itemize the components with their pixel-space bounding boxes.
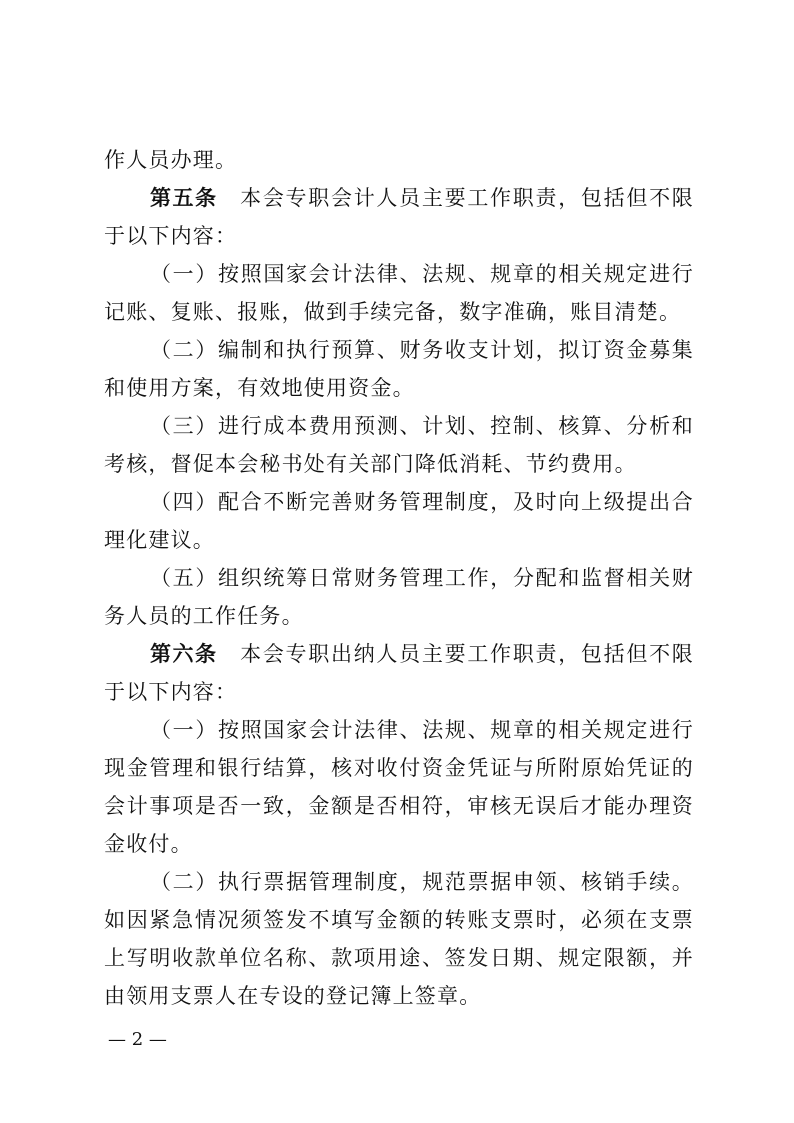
article-5-paragraph (104, 179, 694, 255)
article-5-item-4: （四）配合不断完善财务管理制度，及时向上级提出合理化建议。 (104, 490, 694, 552)
article-5-item-5: （五）组织统筹日常财务管理工作，分配和监督相关财务人员的工作任务。 (104, 566, 694, 628)
page-number: — 2 — (108, 1029, 167, 1050)
article-6-item-1: （一）按照国家会计法律、法规、规章的相关规定进行现金管理和银行结算，核对收付资金凭证与所附原始凭证的会计事项是否一致，金额是否相符，审核无误后才能办理资金收付。 (104, 718, 694, 856)
article-5-number: 第五条 (150, 186, 218, 210)
article-6-paragraph (104, 635, 694, 711)
article-6-number: 第六条 (150, 642, 218, 666)
continuation-paragraph: 作人员办理。 (104, 148, 238, 172)
article-5-item-1: （一）按照国家会计法律、法规、规章的相关规定进行记账、复账、报账，做到手续完备，数字准确，账目清楚。 (104, 262, 694, 324)
article-6-item-2: （二）执行票据管理制度，规范票据申领、核销手续。如因紧急情况须签发不填写金额的转账支票时，必须在支票上写明收款单位名称、款项用途、签发日期、规定限额，并由领用支票人在专设的登记簿上签章。 (104, 870, 694, 1008)
article-5-item-2: （二）编制和执行预算、财务收支计划，拟订资金募集和使用方案，有效地使用资金。 (104, 338, 694, 400)
document-body (104, 141, 694, 1015)
article-6-intro: 本会专职出纳人员主要工作职责，包括但不限于以下内容： (104, 642, 695, 704)
article-5-intro: 本会专职会计人员主要工作职责，包括但不限于以下内容： (104, 186, 695, 248)
article-5-item-3: （三）进行成本费用预测、计划、控制、核算、分析和考核，督促本会秘书处有关部门降低消耗、节约费用。 (104, 414, 694, 476)
